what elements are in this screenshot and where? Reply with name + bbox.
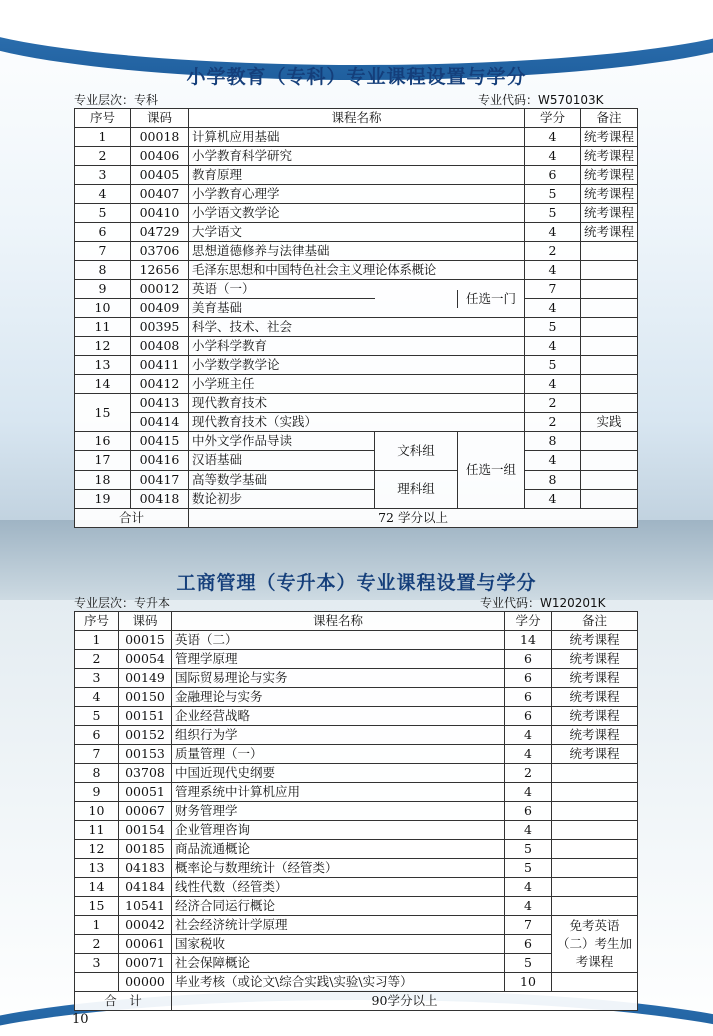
cell-note: 统考课程 xyxy=(552,688,638,707)
cell-no: 2 xyxy=(75,147,131,166)
cell-name: 企业经营战略 xyxy=(172,707,505,726)
table-row xyxy=(75,432,638,451)
cell-name: 经济合同运行概论 xyxy=(172,897,505,916)
total-value: 72 学分以上 xyxy=(189,509,638,528)
cell-no: 1 xyxy=(75,631,119,650)
cell-credit: 4 xyxy=(525,489,581,508)
cell-name: 教育原理 xyxy=(189,166,525,185)
cell-credit: 6 xyxy=(505,650,552,669)
table-row xyxy=(75,707,638,726)
section2-code: 专业代码：W120201K xyxy=(480,596,606,610)
cell-code: 00015 xyxy=(119,631,172,650)
page-number: 10 xyxy=(72,1012,89,1027)
cell-credit: 4 xyxy=(525,337,581,356)
cell-credit: 4 xyxy=(525,223,581,242)
table-row xyxy=(75,669,638,688)
cell-code: 10541 xyxy=(119,897,172,916)
cell-code: 00150 xyxy=(119,688,172,707)
cell-no: 9 xyxy=(75,280,131,299)
cell-name: 高等数学基础 xyxy=(189,470,375,489)
cell-no: 14 xyxy=(75,878,119,897)
cell-name: 毕业考核（或论文\综合实践\实验\实习等） xyxy=(172,973,505,992)
cell-note: 统考课程 xyxy=(552,669,638,688)
cell-note: 统考课程 xyxy=(552,650,638,669)
section1-level: 专业层次：专科 xyxy=(74,93,159,107)
cell-credit: 10 xyxy=(505,973,552,992)
cell-credit: 4 xyxy=(525,299,581,318)
cell-note xyxy=(581,242,638,261)
table-row xyxy=(75,166,638,185)
cell-name: 小学教育科学研究 xyxy=(189,147,525,166)
cell-no: 9 xyxy=(75,783,119,802)
cell-code: 00012 xyxy=(131,280,189,299)
cell-note xyxy=(581,489,638,508)
cell-name: 美育基础 xyxy=(189,299,375,318)
cell-code: 00067 xyxy=(119,802,172,821)
cell-note: 统考课程 xyxy=(581,166,638,185)
cell-code: 00154 xyxy=(119,821,172,840)
cell-note: 统考课程 xyxy=(581,128,638,147)
header-note: 备注 xyxy=(552,612,638,631)
table-total-row xyxy=(75,992,638,1011)
group-sci-label: 理科组 xyxy=(397,481,435,497)
cell-credit: 6 xyxy=(505,802,552,821)
cell-note: 统考课程 xyxy=(552,707,638,726)
header-name: 课程名称 xyxy=(189,109,525,128)
cell-credit: 8 xyxy=(525,432,581,451)
cell-credit: 5 xyxy=(505,954,552,973)
table-row xyxy=(75,223,638,242)
cell-credit: 4 xyxy=(505,726,552,745)
exempt-note: 免考英语（二）考生加考课程 xyxy=(552,916,638,973)
elective-one-label: 任选一门 xyxy=(457,290,524,308)
cell-note xyxy=(581,394,638,413)
table-row xyxy=(75,489,638,508)
cell-code: 00405 xyxy=(131,166,189,185)
table-header-row xyxy=(75,109,638,128)
cell-no: 3 xyxy=(75,669,119,688)
table-row xyxy=(75,802,638,821)
cell-code: 00410 xyxy=(131,204,189,223)
cell-credit: 2 xyxy=(525,242,581,261)
cell-code: 00054 xyxy=(119,650,172,669)
cell-name: 小学教育心理学 xyxy=(189,185,525,204)
header-no: 序号 xyxy=(75,612,119,631)
cell-note xyxy=(581,261,638,280)
cell-credit: 5 xyxy=(525,204,581,223)
cell-note: 统考课程 xyxy=(552,745,638,764)
cell-note xyxy=(552,897,638,916)
cell-note xyxy=(581,375,638,394)
cell-credit: 6 xyxy=(525,166,581,185)
cell-code: 00185 xyxy=(119,840,172,859)
cell-credit: 6 xyxy=(505,707,552,726)
table-row xyxy=(75,128,638,147)
table-row xyxy=(75,470,638,489)
table-header-row xyxy=(75,612,638,631)
cell-code: 03706 xyxy=(131,242,189,261)
table-row xyxy=(75,840,638,859)
cell-note xyxy=(552,859,638,878)
header-code: 课码 xyxy=(131,109,189,128)
cell-no: 10 xyxy=(75,802,119,821)
cell-credit: 6 xyxy=(505,688,552,707)
total-label: 合计 xyxy=(75,509,189,528)
header-credit: 学分 xyxy=(525,109,581,128)
table-row xyxy=(75,688,638,707)
cell-note xyxy=(552,878,638,897)
table-row xyxy=(75,726,638,745)
cell-code: 00415 xyxy=(131,432,189,451)
cell-no: 14 xyxy=(75,375,131,394)
cell-credit: 4 xyxy=(505,783,552,802)
cell-credit: 5 xyxy=(525,356,581,375)
cell-name: 质量管理（一） xyxy=(172,745,505,764)
table-row xyxy=(75,299,638,318)
cell-name: 小学科学教育 xyxy=(189,337,525,356)
cell-name: 英语（二） xyxy=(172,631,505,650)
table-row xyxy=(75,897,638,916)
cell-name: 现代教育技术 xyxy=(189,394,525,413)
header-no: 序号 xyxy=(75,109,131,128)
cell-note xyxy=(552,973,638,992)
table-row xyxy=(75,650,638,669)
cell-note xyxy=(552,802,638,821)
cell-name: 中外文学作品导读 xyxy=(189,432,375,451)
cell-no: 5 xyxy=(75,204,131,223)
cell-no: 4 xyxy=(75,688,119,707)
cell-no: 15 xyxy=(75,897,119,916)
cell-no: 12 xyxy=(75,337,131,356)
cell-code: 12656 xyxy=(131,261,189,280)
table-row xyxy=(75,204,638,223)
cell-no: 15 xyxy=(75,394,131,432)
cell-note: 统考课程 xyxy=(581,185,638,204)
table-row xyxy=(75,375,638,394)
table-row xyxy=(75,280,638,299)
cell-no xyxy=(75,973,119,992)
cell-name: 社会经济统计学原理 xyxy=(172,916,505,935)
table-row xyxy=(75,821,638,840)
cell-code: 04729 xyxy=(131,223,189,242)
section1-table xyxy=(74,108,638,528)
cell-name: 线性代数（经管类） xyxy=(172,878,505,897)
table-row xyxy=(75,337,638,356)
cell-no: 5 xyxy=(75,707,119,726)
cell-name: 企业管理咨询 xyxy=(172,821,505,840)
cell-credit: 4 xyxy=(505,878,552,897)
cell-no: 1 xyxy=(75,128,131,147)
cell-code: 00418 xyxy=(131,489,189,508)
cell-credit: 5 xyxy=(505,859,552,878)
cell-code: 00413 xyxy=(131,394,189,413)
table-total-row xyxy=(75,509,638,528)
cell-note xyxy=(552,840,638,859)
cell-code: 00406 xyxy=(131,147,189,166)
cell-no: 12 xyxy=(75,840,119,859)
cell-name: 毛泽东思想和中国特色社会主义理论体系概论 xyxy=(189,261,525,280)
table-row xyxy=(75,394,638,413)
header-credit: 学分 xyxy=(505,612,552,631)
table-row xyxy=(75,185,638,204)
cell-name: 管理学原理 xyxy=(172,650,505,669)
section2-table xyxy=(74,611,638,1011)
cell-code: 00000 xyxy=(119,973,172,992)
group-arts-label: 文科组 xyxy=(375,432,457,471)
table-row xyxy=(75,973,638,992)
cell-note xyxy=(552,783,638,802)
cell-note: 统考课程 xyxy=(581,223,638,242)
table-row xyxy=(75,631,638,650)
cell-note xyxy=(552,764,638,783)
cell-credit: 4 xyxy=(525,261,581,280)
table-row xyxy=(75,745,638,764)
total-label: 合 计 xyxy=(75,992,172,1011)
cell-code: 04184 xyxy=(119,878,172,897)
cell-note xyxy=(581,299,638,318)
cell-code: 00149 xyxy=(119,669,172,688)
cell-no: 2 xyxy=(75,650,119,669)
cell-no: 17 xyxy=(75,451,131,470)
cell-no: 11 xyxy=(75,821,119,840)
table-row xyxy=(75,916,638,935)
table-row xyxy=(75,764,638,783)
cell-credit: 4 xyxy=(505,745,552,764)
table-row xyxy=(75,147,638,166)
cell-note xyxy=(581,356,638,375)
cell-credit: 4 xyxy=(525,375,581,394)
cell-name: 商品流通概论 xyxy=(172,840,505,859)
cell-credit: 4 xyxy=(525,128,581,147)
cell-note xyxy=(581,470,638,489)
cell-note xyxy=(581,451,638,470)
cell-credit: 4 xyxy=(505,897,552,916)
cell-name: 科学、技术、社会 xyxy=(189,318,525,337)
cell-name: 数论初步 xyxy=(189,489,375,508)
cell-credit: 2 xyxy=(525,413,581,432)
cell-no: 7 xyxy=(75,242,131,261)
cell-code: 00152 xyxy=(119,726,172,745)
cell-name: 金融理论与实务 xyxy=(172,688,505,707)
cell-no: 18 xyxy=(75,470,131,489)
cell-code: 00412 xyxy=(131,375,189,394)
cell-note xyxy=(552,821,638,840)
table-row xyxy=(75,859,638,878)
cell-credit: 4 xyxy=(505,821,552,840)
cell-credit: 7 xyxy=(505,916,552,935)
cell-note: 统考课程 xyxy=(581,147,638,166)
cell-credit: 2 xyxy=(505,764,552,783)
cell-name: 国际贸易理论与实务 xyxy=(172,669,505,688)
cell-credit: 5 xyxy=(525,318,581,337)
cell-no: 2 xyxy=(75,935,119,954)
cell-name: 计算机应用基础 xyxy=(189,128,525,147)
cell-code: 00061 xyxy=(119,935,172,954)
table-row xyxy=(75,413,638,432)
section1-code: 专业代码：W570103K xyxy=(478,93,604,107)
cell-note: 统考课程 xyxy=(552,631,638,650)
table-row xyxy=(75,242,638,261)
cell-name: 财务管理学 xyxy=(172,802,505,821)
cell-note: 统考课程 xyxy=(581,204,638,223)
cell-name: 大学语文 xyxy=(189,223,525,242)
cell-no: 8 xyxy=(75,261,131,280)
cell-name: 国家税收 xyxy=(172,935,505,954)
cell-name: 社会保障概论 xyxy=(172,954,505,973)
cell-no: 13 xyxy=(75,356,131,375)
cell-name: 汉语基础 xyxy=(189,451,375,470)
cell-code: 00417 xyxy=(131,470,189,489)
cell-note: 统考课程 xyxy=(552,726,638,745)
cell-code: 00071 xyxy=(119,954,172,973)
cell-code: 00416 xyxy=(131,451,189,470)
header-name: 课程名称 xyxy=(172,612,505,631)
cell-credit: 6 xyxy=(505,935,552,954)
cell-credit: 5 xyxy=(525,185,581,204)
cell-code: 00414 xyxy=(131,413,189,432)
cell-no: 19 xyxy=(75,489,131,508)
cell-credit: 4 xyxy=(525,451,581,470)
cell-credit: 7 xyxy=(525,280,581,299)
cell-no: 8 xyxy=(75,764,119,783)
table-row xyxy=(75,783,638,802)
header-code: 课码 xyxy=(119,612,172,631)
table-row xyxy=(75,356,638,375)
cell-no: 1 xyxy=(75,916,119,935)
cell-no: 10 xyxy=(75,299,131,318)
cell-code: 00407 xyxy=(131,185,189,204)
cell-name: 思想道德修养与法律基础 xyxy=(189,242,525,261)
cell-no: 13 xyxy=(75,859,119,878)
total-value: 90学分以上 xyxy=(172,992,638,1011)
group-elective-cell xyxy=(375,432,525,509)
cell-note xyxy=(581,337,638,356)
cell-no: 7 xyxy=(75,745,119,764)
table-row xyxy=(75,261,638,280)
cell-no: 6 xyxy=(75,223,131,242)
cell-credit: 6 xyxy=(505,669,552,688)
cell-code: 00153 xyxy=(119,745,172,764)
cell-code: 00151 xyxy=(119,707,172,726)
cell-note xyxy=(581,318,638,337)
cell-name: 现代教育技术（实践） xyxy=(189,413,525,432)
section1-title: 小学教育（专科）专业课程设置与学分 xyxy=(186,66,527,88)
table-row xyxy=(75,451,638,470)
cell-note: 实践 xyxy=(581,413,638,432)
elective-one-cell xyxy=(375,280,525,318)
cell-credit: 4 xyxy=(525,147,581,166)
cell-name: 小学数学教学论 xyxy=(189,356,525,375)
cell-credit: 2 xyxy=(525,394,581,413)
cell-no: 4 xyxy=(75,185,131,204)
cell-name: 小学班主任 xyxy=(189,375,525,394)
cell-no: 3 xyxy=(75,954,119,973)
cell-note xyxy=(581,280,638,299)
cell-code: 00018 xyxy=(131,128,189,147)
section2-title: 工商管理（专升本）专业课程设置与学分 xyxy=(176,572,537,594)
cell-name: 管理系统中计算机应用 xyxy=(172,783,505,802)
elective-group-label: 任选一组 xyxy=(457,432,524,508)
cell-name: 小学语文教学论 xyxy=(189,204,525,223)
cell-name: 英语（一） xyxy=(189,280,375,299)
cell-name: 组织行为学 xyxy=(172,726,505,745)
cell-code: 00411 xyxy=(131,356,189,375)
cell-credit: 5 xyxy=(505,840,552,859)
cell-no: 3 xyxy=(75,166,131,185)
cell-code: 04183 xyxy=(119,859,172,878)
cell-code: 00395 xyxy=(131,318,189,337)
cell-no: 11 xyxy=(75,318,131,337)
cell-note xyxy=(581,432,638,451)
header-note: 备注 xyxy=(581,109,638,128)
cell-name: 概率论与数理统计（经管类） xyxy=(172,859,505,878)
table-row xyxy=(75,318,638,337)
cell-no: 16 xyxy=(75,432,131,451)
cell-code: 03708 xyxy=(119,764,172,783)
table-row xyxy=(75,878,638,897)
cell-code: 00042 xyxy=(119,916,172,935)
cell-credit: 14 xyxy=(505,631,552,650)
section2-level: 专业层次：专升本 xyxy=(74,596,171,610)
cell-code: 00408 xyxy=(131,337,189,356)
cell-code: 00409 xyxy=(131,299,189,318)
cell-credit: 8 xyxy=(525,470,581,489)
cell-no: 6 xyxy=(75,726,119,745)
cell-code: 00051 xyxy=(119,783,172,802)
cell-name: 中国近现代史纲要 xyxy=(172,764,505,783)
